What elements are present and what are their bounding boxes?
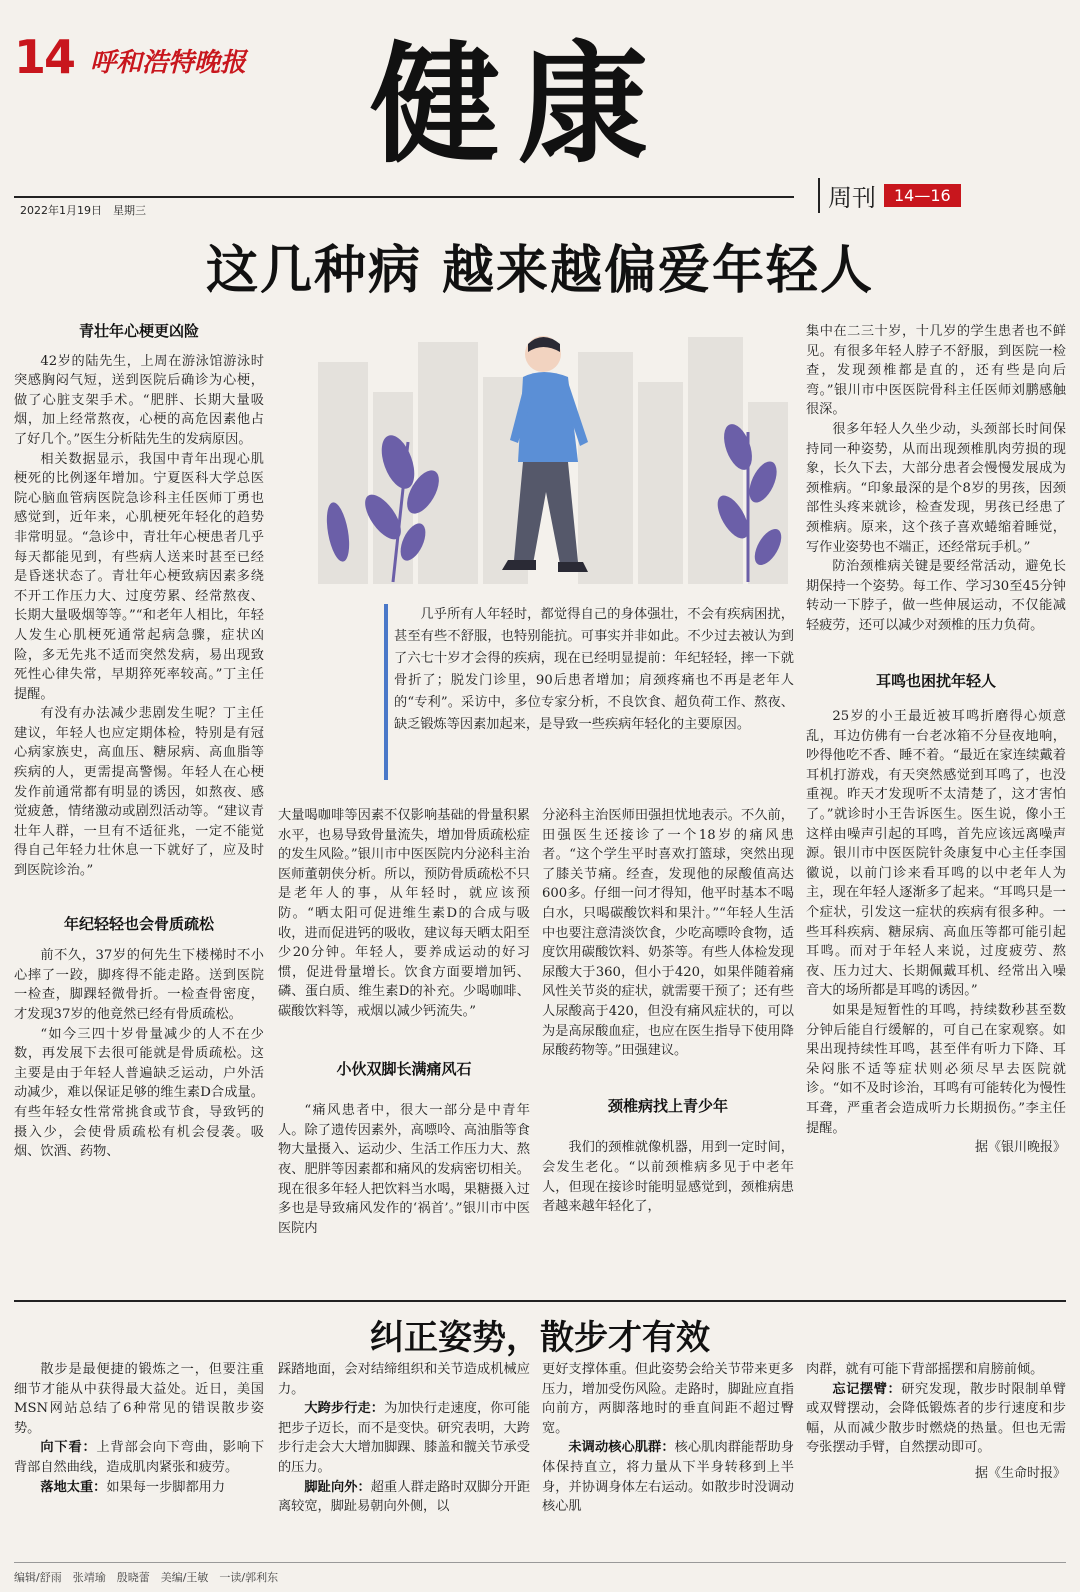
paragraph-text: 为加快行走速度，你可能把步子迈长，而不是变快。研究表明，大跨步行走会大大增加脚踝、膝盖和髋关节承受的压力。 [278,1401,530,1475]
keyword: 大跨步行走： [304,1401,385,1417]
keyword: 脚趾向外： [304,1479,371,1495]
article2-column-1 [14,1360,264,1556]
weekly-pages: 14—16 [884,184,961,207]
paragraph-text: 如果每一步脚都用力 [106,1479,226,1495]
paragraph: 25岁的小王最近被耳鸣折磨得心烦意乱，耳边仿佛有一台老冰箱不分昼夜地响，吵得他吃不香、睡不着。“最近在家连续戴着耳机打游戏，有天突然感觉到耳鸣了，也没重视。昨天才发现听不太清楚了，这才害怕了。”就诊时小王告诉医生。医生说，像小王这样由噪声引起的耳鸣，首先应该远离噪声源。银川市中医医院针灸康复中心主任李国徽说，以前门诊来看耳鸣的以中老年人为主，现在年轻人逐渐多了起来。“耳鸣只是一个症状，引发这一症状的疾病有很多种。一些耳科疾病、糖尿病、高血压等都可能引起耳鸣。而对于年轻人来说，过度疲劳、熬夜、压力过大、长期佩戴耳机、经常出入噪音大的场所都是耳鸣的诱因。” [806,709,1066,999]
subheading-cervical: 颈椎病找上青少年 [607,1096,728,1115]
paragraph-text: 研究发现，散步时限制单臂或双臂摆动，会降低锻炼者的步行速度和步幅，从而减少散步时燃烧的热量。但也无需夸张摆动手臂，自然摆动即可。 [806,1381,1066,1456]
paragraph: 前不久，37岁的何先生下楼梯时不小心摔了一跤，脚疼得不能走路。送到医院一检查，脚踝轻微骨折。一检查骨密度，才发现37岁的他竟然已经有骨质疏松。 [14,948,264,1022]
paragraph-text: 超重人群走路时双脚分开距离较宽，脚趾易朝向外侧，以 [278,1479,530,1515]
paragraph: 防治颈椎病关键是要经常活动，避免长期保持一个姿势。每工作、学习30至45分钟转动一下脖子，做一些伸展运动，不仅能减轻疲劳，还可以减少对颈椎的压力负荷。 [806,559,1066,633]
section-masthead: 健康 [370,28,667,181]
weekly-badge [818,180,961,210]
article-column-2 [278,806,530,1292]
paragraph [806,1380,1066,1458]
paragraph: 肉群，就有可能下背部摇摆和肩膀前倾。 [806,1362,1044,1377]
article-column-4 [806,322,1066,1292]
article-source: 据《银川晚报》 [974,1140,1066,1156]
paragraph [542,1438,794,1516]
paragraph: “如今三四十岁骨量减少的人不在少数，再发展下去很可能就是骨质疏松。这主要是由于年轻人普遍缺乏运动，户外活动减少，难以保证足够的维生素D合成量。有些年轻女性常常挑食或节食，导致钙的摄入少，会使骨质疏松有机会侵袭。吸烟、饮酒、药物、 [14,1026,264,1160]
paragraph-text: 核心肌肉群能帮助身体保持直立，将力量从下半身转移到上半身，并协调身体左右运动。如散步时没调动核心肌 [542,1440,794,1515]
paragraph: “痛风患者中，很大一部分是中青年人。除了遗传因素外，高嘌呤、高油脂等食物大量摄入、运动少、生活工作压力大、熬夜、肥胖等因素都和痛风的发病密切相关。现在很多年轻人把饮料当水喝，果糖摄入过多也是导致痛风发作的‘祸首’。”银川市中医医院内 [278,1103,530,1236]
paragraph: 42岁的陆先生，上周在游泳馆游泳时突感胸闷气短，送到医院后确诊为心梗，做了心脏支架手术。“肥胖、长期大量吸烟，加上经常熬夜，心梗的高危因素他占了好几个。”医生分析陆先生的发病原因。 [14,353,264,447]
paragraph [14,1478,264,1498]
keyword: 未调动核心肌群： [568,1440,675,1456]
paragraph: 我们的颈椎就像机器，用到一定时间，会发生老化。“以前颈椎病多见于中老年人，但现在接诊时能明显感觉到，颈椎病患者越来越年轻化了， [542,1140,794,1215]
paragraph: 分泌科主治医师田强担忧地表示。不久前，田强医生还接诊了一个18岁的痛风患者。“这个学生平时喜欢打篮球，突然出现了膝关节痛。经查，发现他的尿酸值高达600多。仔细一问才得知，他平时基本不喝白水，只喝碳酸饮料和果汁。”“年轻人生活中也要注意清淡饮食，少吃高嘌呤食物，适度饮用碳酸饮料、奶茶等。有些人体检发现尿酸大于360，但小于420，如果伴随着痛风性关节炎的症状，就需要干预了；还有些人尿酸高于420，但没有痛风症状的，可以为是高尿酸血症，也应在医生指导下使用降尿酸药物等。”田强建议。 [542,808,794,1059]
editor-credits: 编辑/舒雨 张靖瑜 殷晓蕾 美编/王敏 一读/郭利东 [14,1562,1066,1585]
subheading-heart-attack: 青壮年心梗更凶险 [78,322,199,340]
keyword: 向下看： [40,1440,97,1456]
paragraph: 如果是短暂性的耳鸣，持续数秒甚至数分钟后能自行缓解的，可自己在家观察。如果出现持续性耳鸣，甚至伴有听力下降、耳朵闷胀不适等症状则必须尽早去医院就诊。“如不及时诊治，耳鸣有可能转化为慢性耳聋，严重者会造成听力长期损伤。”李主任提醒。 [806,1003,1066,1136]
page-number: 14 [14,30,75,84]
article2-rule [14,1300,1066,1302]
weekly-label: 周刊 [818,178,876,213]
paragraph [14,1438,264,1477]
issue-date: 2022年1月19日 星期三 [20,204,146,217]
paragraph: 很多年轻人久坐少动，头颈部长时间保持同一种姿势，从而出现颈椎肌肉劳损的现象，长久下去，大部分患者会慢慢发展成为颈椎病。“印象最深的是个8岁的男孩，因颈部性头疼来就诊，检查发现，男孩已经患了颈椎病。原来，这个孩子喜欢蜷缩着睡觉，写作业姿势也不端正，还经常玩手机。” [806,421,1066,555]
subheading-osteoporosis: 年纪轻轻也会骨质疏松 [63,914,214,933]
keyword: 忘记摆臂： [832,1381,902,1397]
paragraph: 踩踏地面，会对结缔组织和关节造成机械应力。 [278,1362,530,1397]
article2-source: 据《生命时报》 [974,1465,1066,1481]
article-column-3 [542,806,794,1292]
article2-column-4 [806,1360,1066,1556]
illustration-walking-man [278,322,804,584]
intro-accent-bar [384,604,388,780]
paragraph: 有没有办法减少悲剧发生呢？丁主任建议，年轻人也应定期体检，特别是有冠心病家族史，高血压、糖尿病、高血脂等疾病的人，更需提高警惕。年轻人在心梗发作前通常都有明显的诱因，如熬夜、感觉疲惫，情绪激动或剧烈活动等。“建议青壮年人群，一旦有不适征兆，一定不能觉得自己年轻力壮休息一下就好了，应及时到医院诊治。” [14,706,264,879]
paragraph: 更好支撑体重。但此姿势会给关节带来更多压力，增加受伤风险。走路时，脚趾应直指向前方，两脚落地时的垂直间距不超过臀宽。 [542,1362,794,1436]
illustration-graphic [278,322,804,584]
keyword: 落地太重： [40,1479,107,1495]
subheading-tinnitus: 耳鸣也困扰年轻人 [875,671,996,690]
article-headline: 这几种病 越来越偏爱年轻人 [205,241,875,301]
article2-headline: 纠正姿势，散步才有效 [370,1318,710,1358]
article2-column-2 [278,1360,530,1556]
article-column-1 [14,322,264,1292]
subheading-gout: 小伙双脚长满痛风石 [336,1059,472,1078]
newspaper-name: 呼和浩特晚报 [90,48,247,78]
paragraph: 散步是最便捷的锻炼之一，但要注重细节才能从中获得最大益处。近日，美国MSN网站总结了6种常见的错误散步姿势。 [14,1362,264,1436]
paragraph: 集中在二三十岁，十几岁的学生患者也不鲜见。有很多年轻人脖子不舒服，到医院一检查，发现颈椎都是直的，还有些是向后弯。”银川市中医医院骨科主任医师刘鹏感触很深。 [806,324,1066,418]
paragraph: 大量喝咖啡等因素不仅影响基础的骨量积累水平，也易导致骨量流失，增加骨质疏松症的发生风险。”银川市中医医院内分泌科主治医师董朝侠分析。所以，预防骨质疏松不只是老年人的事，从年轻时，就应该预防。“晒太阳可促进维生素D的合成与吸收，进而促进钙的吸收，建议每天晒太阳至少20分钟。年轻人，要养成运动的好习惯，促进骨量增长。饮食方面要增加钙、磷、蛋白质、维生素D的补充。少喝咖啡、碳酸饮料等，戒烟以减少钙流失。” [278,808,530,1019]
paragraph: 相关数据显示，我国中青年出现心肌梗死的比例逐年增加。宁夏医科大学总医院心脑血管病医院急诊科主任医师丁勇也感觉到，近年来，心肌梗死年轻化的趋势非常明显。“急诊中，青壮年心梗患者几乎每天都能见到，有些病人送来时甚至已经是昏迷状态了。青壮年心梗致病因素多绕不开工作压力大、过度劳累、经常熬夜、长期大量吸烟等等。”“和老年人相比，年轻人发生心肌梗死通常起病急骤，症状凶险，多无先兆不适而突然发病，易出现致死性心律失常，早期猝死率较高。”丁主任提醒。 [14,451,264,702]
paragraph-text: 上背部会向下弯曲，影响下背部自然曲线，造成肌肉紧张和疲劳。 [14,1440,264,1475]
article-intro: 几乎所有人年轻时，都觉得自己的身体强壮，不会有疾病困扰，甚至有些不舒服，也特别能抗。可事实并非如此。不少过去被认为到了六七十岁才会得的疾病，现在已经明显提前：年纪轻轻，摔一下就骨折了；脱发门诊里，90后患者增加；肩颈疼痛也不再是老年人的“专利”。采访中，多位专家分析，不良饮食、超负荷工作、熬夜、缺乏锻炼等因素加起来，是导致一些疾病年轻化的主要原因。 [394,607,794,732]
paragraph [278,1478,530,1517]
paragraph [278,1399,530,1477]
article2-column-3 [542,1360,794,1556]
